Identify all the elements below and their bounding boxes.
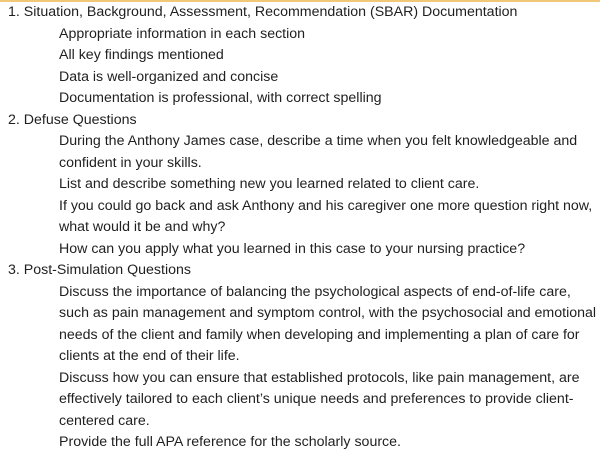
document-body: [0, 2, 600, 454]
section-heading: [0, 2, 600, 24]
section-title: Situation, Background, Assessment, Recommendation (SBAR) Documentation: [23, 4, 518, 20]
list-item: Discuss how you can ensure that established protocols, like pain management, are effectively tailored to each client’s unique needs and preferences to provide client-centered care.: [59, 369, 580, 429]
section-heading: [0, 260, 600, 282]
section-title: Defuse Questions: [23, 111, 137, 128]
section-post-simulation-questions: [0, 260, 600, 454]
list-item: All key findings mentioned: [59, 47, 224, 63]
section-number: 3.: [8, 262, 20, 278]
list-item: Provide the full APA reference for the scholarly source.: [59, 434, 401, 450]
list-item: If you could go back and ask Anthony and his caregiver one more question right now, what would it be and why?: [59, 197, 593, 235]
section-sbar-documentation: [0, 2, 600, 110]
section-number: 1.: [8, 4, 20, 20]
list-item: List and describe something new you learned related to client care.: [59, 176, 480, 192]
section-title: Post-Simulation Questions: [23, 262, 191, 278]
list-item: Discuss the importance of balancing the psychological aspects of end-of-life care, such as pain management and symptom control, with the psychosocial and emotional needs of the client and family when developing and implementing a plan of care for clients at the end of their life.: [59, 283, 597, 364]
list-item: Documentation is professional, with correct spelling: [59, 90, 382, 106]
section-heading: [0, 110, 600, 132]
section-number: 2.: [8, 111, 20, 128]
section-defuse-questions: [0, 110, 600, 261]
list-item: Data is well-organized and concise: [59, 68, 279, 85]
list-item: During the Anthony James case, describe a time when you felt knowledgeable and confident in your skills.: [59, 133, 578, 171]
list-item: Appropriate information in each section: [59, 25, 306, 42]
list-item: How can you apply what you learned in this case to your nursing practice?: [59, 240, 526, 257]
